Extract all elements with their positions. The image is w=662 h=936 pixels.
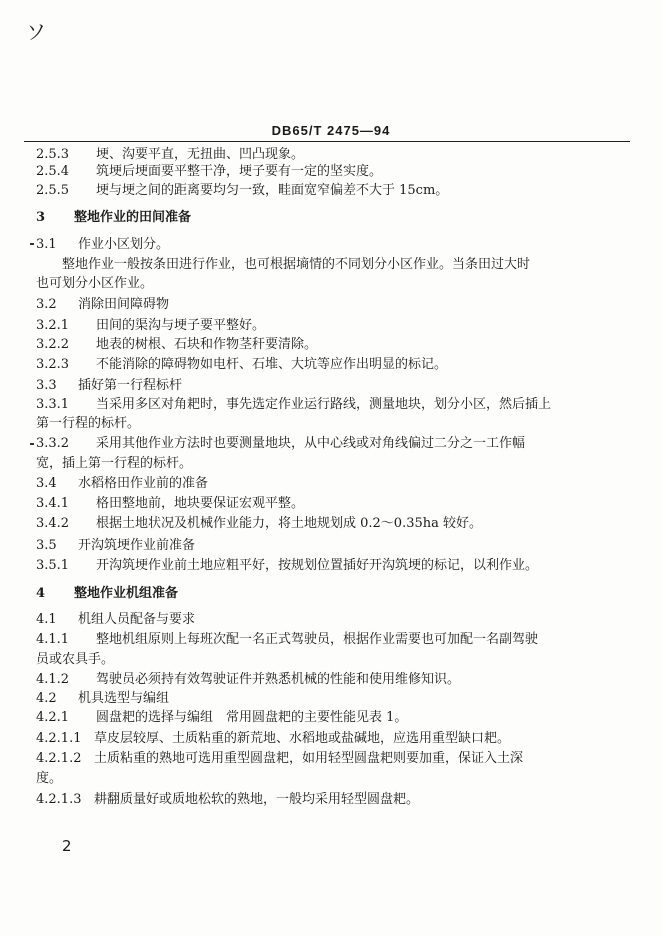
clause-text: 消除田间障碍物 [78,297,170,312]
clause-line [36,436,525,452]
clause-number: 3.4.1 [36,496,70,511]
clause-line [36,210,191,226]
clause-line [36,337,317,353]
clause-number: 4.1 [36,612,57,627]
clause-number: 2.5.3 [36,147,70,162]
clause-text: 圆盘耙的选择与编组 常用圆盘耙的主要性能见表 1。 [96,710,408,725]
continuation-line [62,257,530,273]
clause-line [36,612,195,628]
clause-text: 开沟筑埂作业前土地应粗平好，按规划位置插好开沟筑埂的标记，以利作业。 [96,558,539,573]
clause-number: 4.1.2 [36,672,70,687]
clause-line [36,672,460,688]
clause-number: 3.2.1 [36,318,70,333]
clause-line [36,792,419,808]
clause-number: 3.1 [36,237,57,252]
clause-text: 机组人员配备与要求 [78,612,196,627]
clause-number: 3.2 [36,297,57,312]
clause-number: 3.4.2 [36,516,70,531]
clause-number: 3.2.3 [36,357,70,372]
clause-number: 3.3 [36,378,57,393]
clause-text: 筑埂后埂面要平整干净，埂子要有一定的坚实度。 [96,164,383,179]
clause-line [36,297,169,313]
clause-text: 耕翻质量好或质地松软的熟地，一般均采用轻型圆盘耙。 [94,792,420,807]
clause-line [36,586,178,602]
clause-number: 3.5.1 [36,558,70,573]
clause-text: 宽，插上第一行程的标杆。 [36,456,193,471]
clause-line [36,183,448,199]
clause-line [36,318,265,334]
clause-number: 3.3.2 [36,436,70,451]
clause-line [36,558,538,574]
clause-text: 也可划分小区作业。 [36,276,154,291]
clause-text: 驾驶员必须持有效驾驶证件并熟悉机械的性能和使用维修知识。 [96,672,461,687]
clause-line [36,397,551,413]
clause-text: 格田整地前，地块要保证宏观平整。 [96,496,305,511]
margin-tick [30,443,34,445]
clause-text: 整地作业的田间准备 [74,210,192,225]
standard-code-header: DB65/T 2475—94 [271,123,391,138]
clause-line [36,516,482,532]
clause-text: 员或农具手。 [36,652,115,667]
page-number: 2 [62,837,72,855]
clause-text: 埂、沟要平直，无扭曲、凹凸现象。 [96,147,305,162]
clause-line [36,147,304,163]
continuation-line [36,276,153,292]
clause-text: 机具选型与编组 [78,691,170,706]
continuation-line [36,456,192,472]
clause-line [36,710,407,726]
clause-number: 3 [36,210,46,225]
clause-text: 水稻格田作业前的准备 [78,476,209,491]
clause-text: 地表的树根、石块和作物茎秆要清除。 [96,337,318,352]
clause-number: 4.2.1 [36,710,70,725]
clause-number: 4.2.1.2 [36,751,82,766]
clause-line [36,496,304,512]
clause-text: 土质粘重的熟地可选用重型圆盘耙，如用轻型圆盘耙则要加重，保证入土深 [94,751,524,766]
top-corner-mark: ソ [26,20,46,44]
clause-number: 3.2.2 [36,337,70,352]
clause-number: 4.2.1.3 [36,792,82,807]
clause-number: 3.5 [36,538,57,553]
clause-text: 第一行程的标杆。 [36,416,141,431]
clause-number: 2.5.4 [36,164,70,179]
header-rule [24,141,630,142]
clause-line [36,731,510,747]
margin-tick [30,243,34,245]
clause-line [36,691,169,707]
clause-text: 草皮层较厚、土质粘重的新荒地、水稻地或盐碱地，应选用重型缺口耙。 [94,731,511,746]
clause-number: 3.4 [36,476,57,491]
clause-number: 4 [36,586,46,601]
clause-text: 整地作业机组准备 [74,586,179,601]
clause-text: 田间的渠沟与埂子要平整好。 [96,318,266,333]
clause-line [36,357,447,373]
clause-line [36,476,208,492]
clause-number: 4.2.1.1 [36,731,82,746]
continuation-line [36,652,114,668]
clause-text: 采用其他作业方法时也要测量地块，从中心线或对角线偏过二分之一工作幅 [96,436,526,451]
clause-number: 4.2 [36,691,57,706]
clause-text: 插好第一行程标杆 [78,378,183,393]
clause-text: 不能消除的障碍物如电杆、石堆、大坑等应作出明显的标记。 [96,357,448,372]
clause-line [36,538,195,554]
clause-line [36,164,382,180]
continuation-line [36,771,62,787]
clause-line [36,378,182,394]
clause-number: 3.3.1 [36,397,70,412]
clause-text: 作业小区划分。 [78,237,170,252]
clause-text: 整地作业一般按条田进行作业，也可根据墒情的不同划分小区作业。当条田过大时 [62,257,531,272]
clause-line [36,237,169,253]
clause-text: 当采用多区对角耙时，事先选定作业运行路线，测量地块，划分小区，然后插上 [96,397,552,412]
clause-text: 整地机组原则上每班次配一名正式驾驶员，根据作业需要也可加配一名副驾驶 [96,632,539,647]
clause-line [36,751,523,767]
clause-text: 埂与埂之间的距离要均匀一致，畦面宽窄偏差不大于 15cm。 [96,183,449,198]
clause-text: 开沟筑埂作业前准备 [78,538,196,553]
clause-number: 4.1.1 [36,632,70,647]
clause-text: 度。 [36,771,63,786]
clause-line [36,632,538,648]
clause-text: 根据土地状况及机械作业能力，将土地规划成 0.2～0.35ha 较好。 [96,516,483,531]
clause-number: 2.5.5 [36,183,70,198]
continuation-line [36,416,140,432]
